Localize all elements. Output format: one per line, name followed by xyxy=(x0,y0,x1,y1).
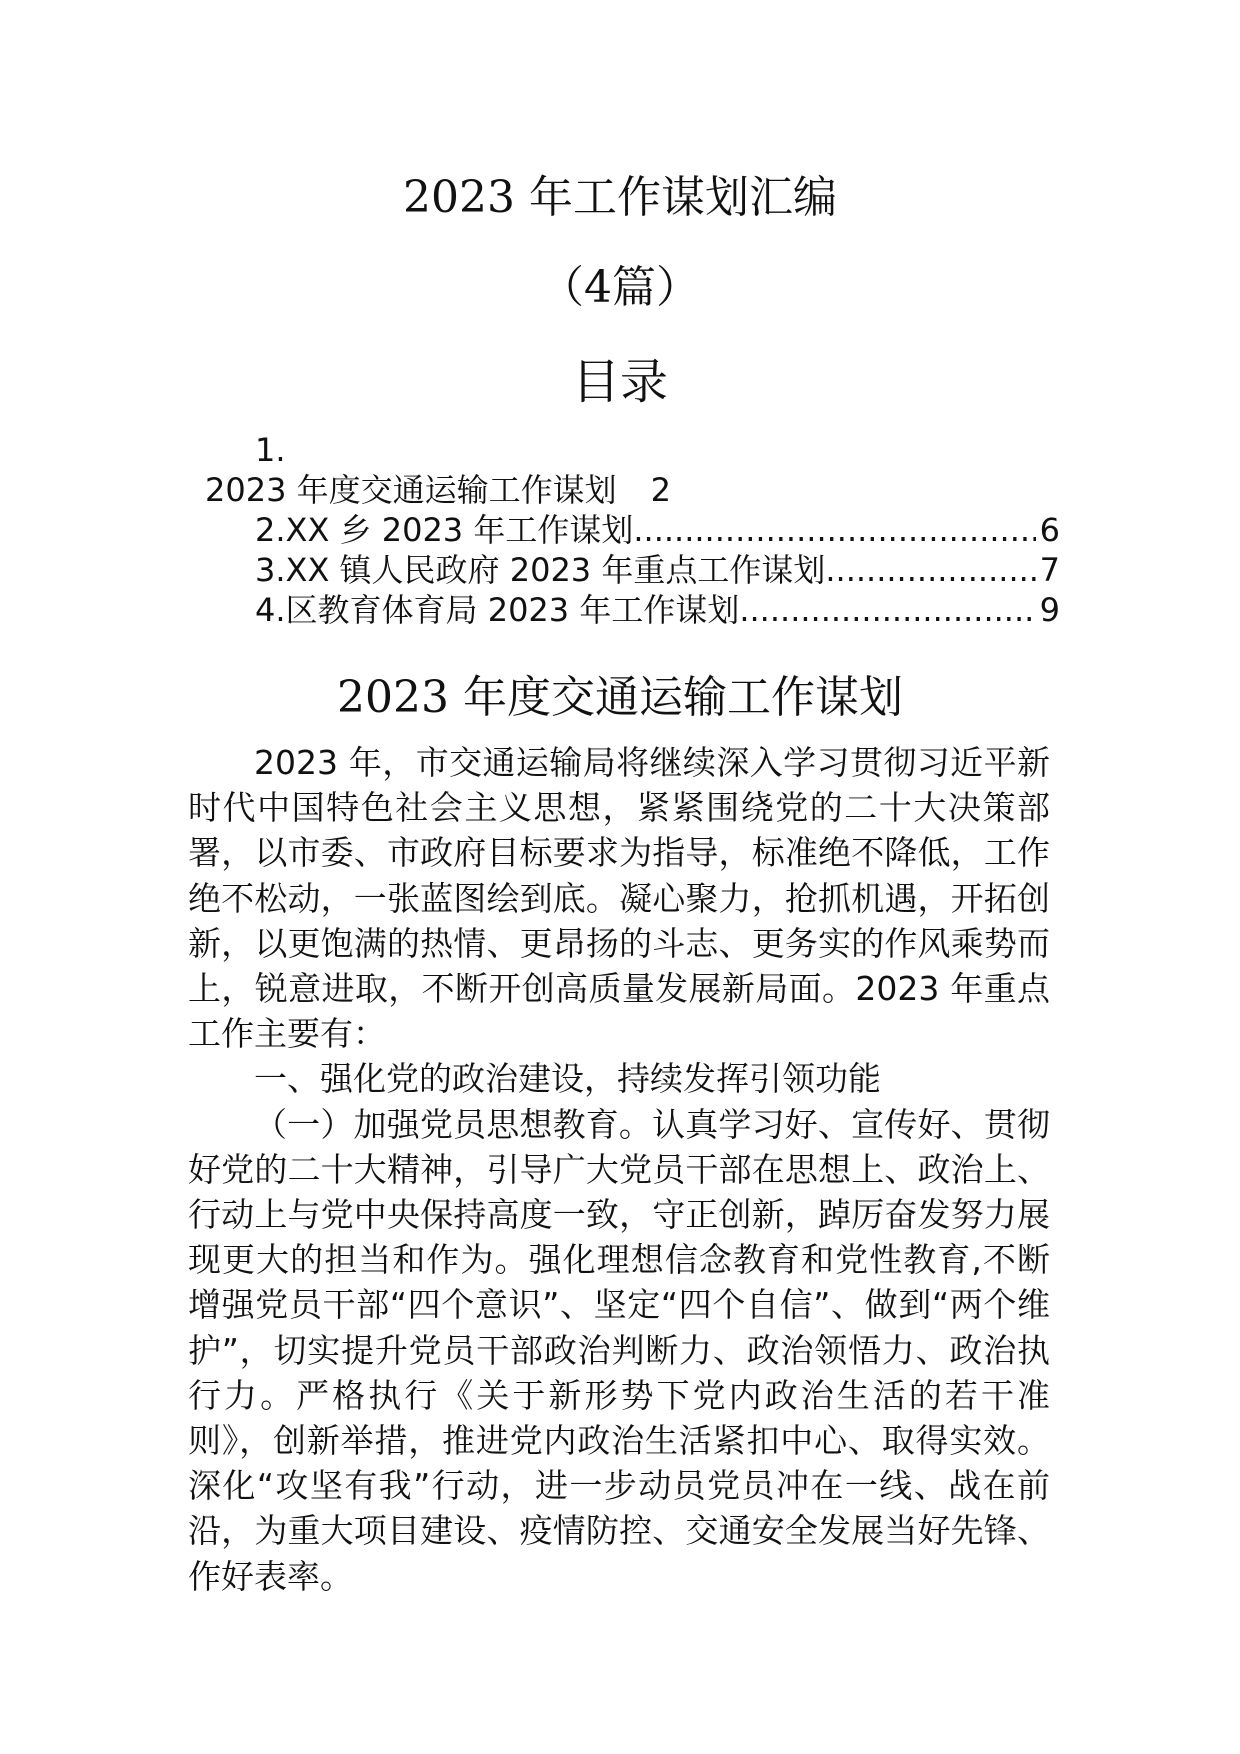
toc-item-1-page: 2 xyxy=(650,471,671,509)
toc-item-label: 2.XX 乡 2023 年工作谋划 xyxy=(255,511,634,549)
toc-item-1-number: 1. xyxy=(255,431,286,469)
toc-item-page: 7 xyxy=(1039,551,1060,589)
section-body xyxy=(188,740,1050,1599)
toc-item-page: 6 xyxy=(1039,511,1060,549)
toc-item-label: 3.XX 镇人民政府 2023 年重点工作谋划 xyxy=(255,551,826,589)
toc-item-1[interactable] xyxy=(205,468,671,512)
section-title: 2023 年度交通运输工作谋划 xyxy=(337,672,903,723)
toc-item-3[interactable] xyxy=(255,548,1060,592)
toc-item-page: 9 xyxy=(1039,591,1060,629)
toc-heading: 目录 xyxy=(571,354,668,410)
toc-item-1-label: 2023 年度交通运输工作谋划 xyxy=(205,471,617,509)
body-paragraph: （一）加强党员思想教育。认真学习好、宣传好、贯彻好党的二十大精神，引导广大党员干部在思想上、政治上、行动上与党中央保持高度一致，守正创新，踔厉奋发努力展现更大的担当和作为。强化理想信念教育和党性教育,不断增强党员干部“四个意识”、坚定“四个自信”、做到“两个维护”，切实提升党员干部政治判断力、政治领悟力、政治执行力。严格执行《关于新形势下党内政治生活的若干准则》，创新举措，推进党内政治生活紧扣中心、取得实效。深化“攻坚有我”行动，进一步动员党员冲在一线、战在前沿，为重大项目建设、疫情防控、交通安全发展当好先锋、作好表率。 xyxy=(188,1104,1050,1596)
toc-leader-dots xyxy=(739,588,1035,632)
toc-leader-dots xyxy=(825,548,1035,592)
section-heading: 一、强化党的政治建设，持续发挥引领功能 xyxy=(254,1059,881,1099)
body-paragraph: 2023 年，市交通运输局将继续深入学习贯彻习近平新时代中国特色社会主义思想，紧紧围绕党的二十大决策部署，以市委、市政府目标要求为指导，标准绝不降低，工作绝不松动，一张蓝图绘到底。凝心聚力，抢抓机遇，开拓创新，以更饱满的热情、更昂扬的斗志、更务实的作风乘势而上，锐意进取，不断开创高质量发展新局面。2023 年重点工作主要有： xyxy=(188,743,1050,1054)
toc-item-2[interactable] xyxy=(255,508,1060,552)
document-title: 2023 年工作谋划汇编 xyxy=(403,172,837,223)
toc-leader-dots xyxy=(633,508,1035,552)
toc-item-label: 4.区教育体育局 2023 年工作谋划 xyxy=(255,591,740,629)
document-subtitle: （4篇） xyxy=(540,262,700,313)
toc-item-4[interactable] xyxy=(255,588,1060,632)
